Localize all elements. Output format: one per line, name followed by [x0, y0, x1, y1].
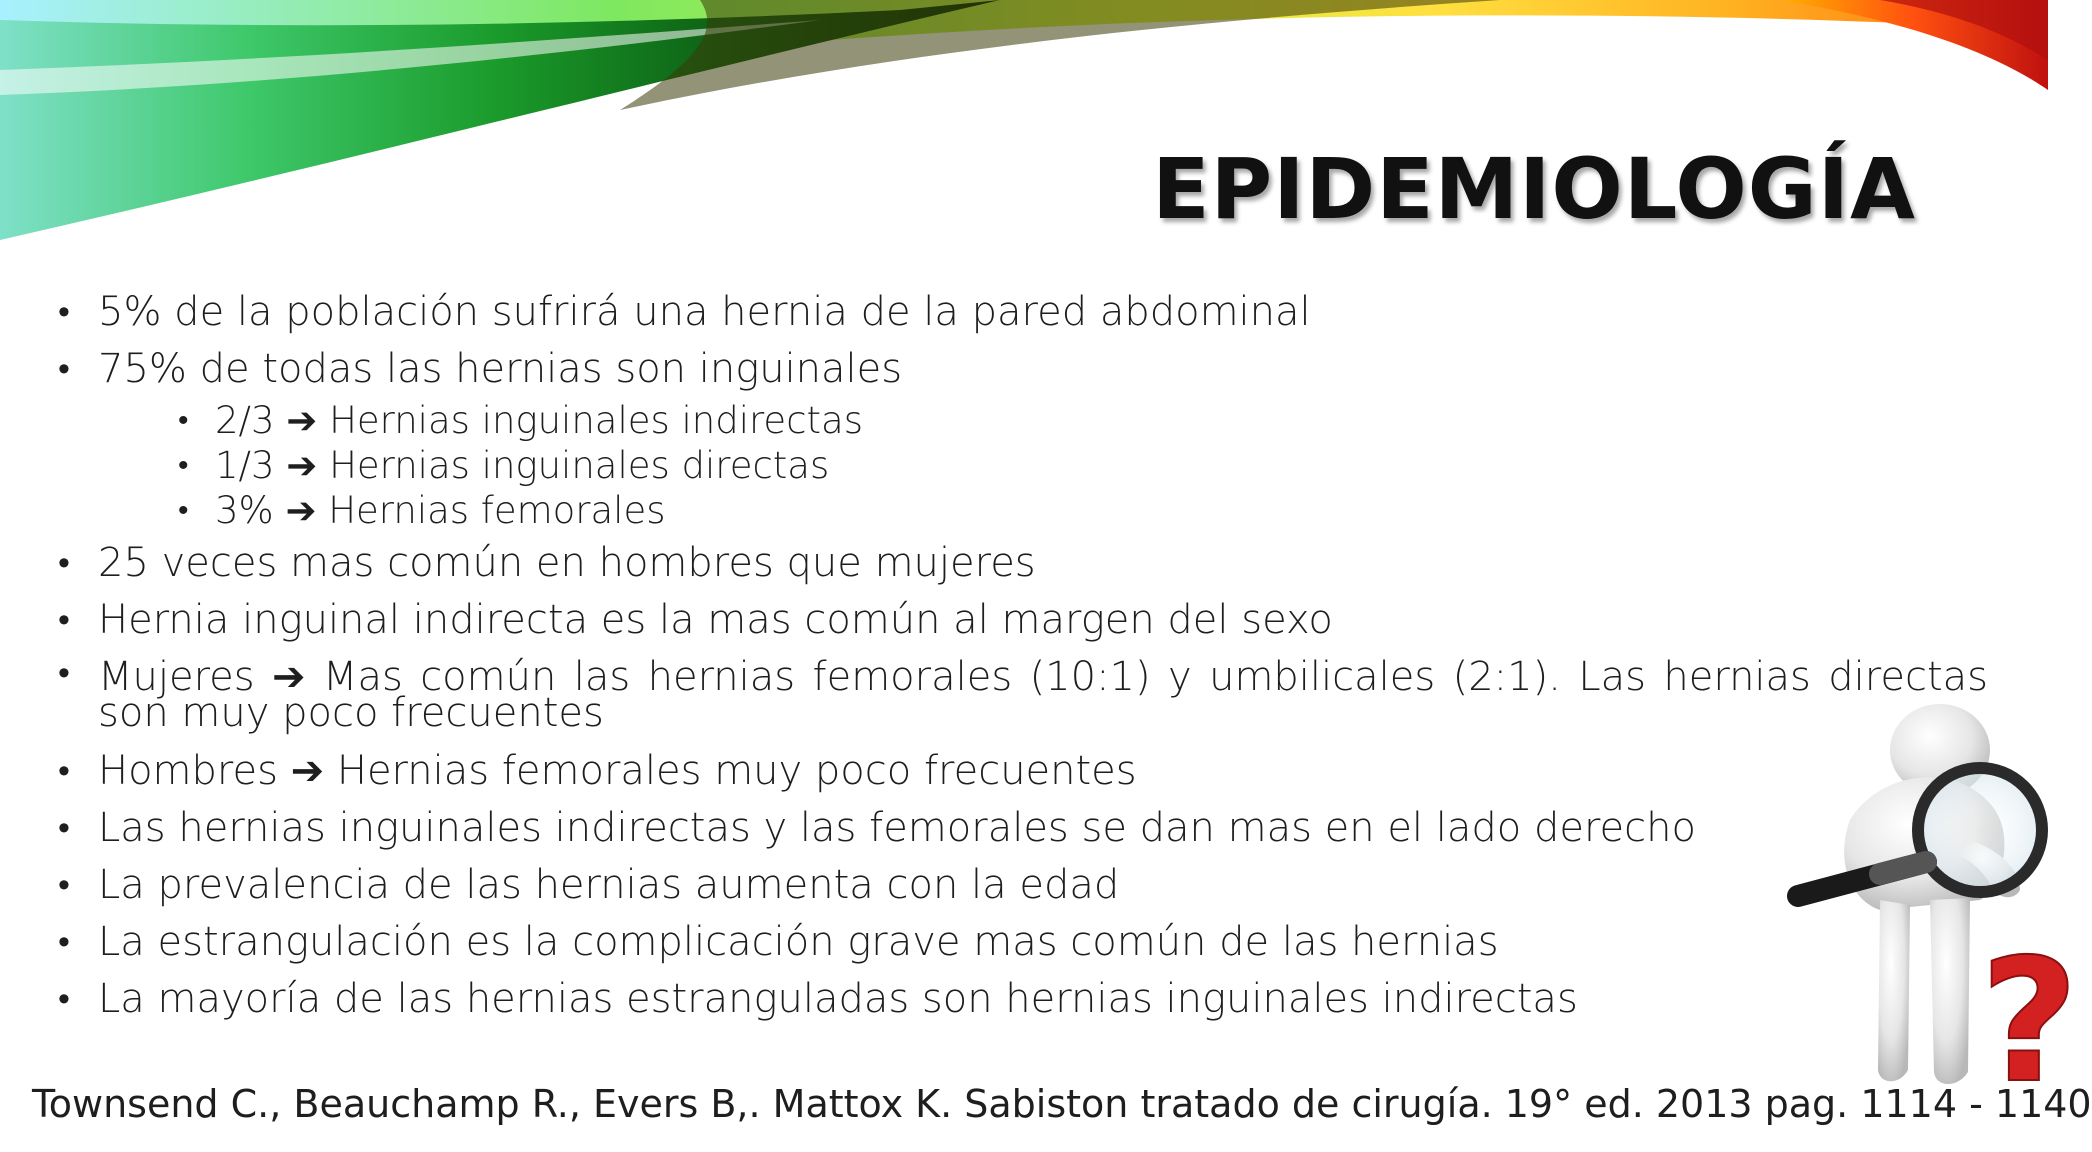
bullet-text: 75% de todas las hernias son inguinales [98, 346, 903, 392]
bullet-item: • La mayoría de las hernias estranguladas son hernias inguinales indirectas [58, 977, 1988, 1022]
figure-with-magnifying-glass-icon [1730, 700, 2079, 1121]
bullet-item: • La prevalencia de las hernias aumenta con la edad [58, 863, 1988, 908]
sub-bullet-item: • 2/3 ➔ Hernias inguinales indirectas [98, 398, 1988, 443]
bullet-item: • Hombres ➔ Hernias femorales muy poco frecuentes [58, 749, 1988, 794]
bullet-item: • 5% de la población sufrirá una hernia de la pared abdominal [58, 290, 1988, 335]
bullet-list [58, 290, 1988, 1034]
bullet-item: • Las hernias inguinales indirectas y las femorales se dan mas en el lado derecho [58, 806, 1988, 851]
slide-title: EPIDEMIOLOGÍA [1152, 140, 1916, 238]
bullet-item: • Mujeres ➔ Mas común las hernias femorales (10:1) y umbilicales (2:1). Las hernias directas son muy poco frecuentes [58, 655, 1988, 737]
sub-bullet-item: • 3% ➔ Hernias femorales [98, 488, 1988, 533]
bullet-item: • Hernia inguinal indirecta es la mas común al margen del sexo [58, 598, 1988, 643]
svg-text:?: ? [1980, 923, 2079, 1121]
bullet-item [58, 347, 1988, 533]
sub-bullet-list [98, 398, 1988, 533]
bullet-item: • 25 veces mas común en hombres que mujeres [58, 541, 1988, 586]
sub-bullet-item: • 1/3 ➔ Hernias inguinales directas [98, 443, 1988, 488]
bullet-item: • La estrangulación es la complicación grave mas común de las hernias [58, 920, 1988, 965]
citation-reference: Townsend C., Beauchamp R., Evers B,. Mattox K. Sabiston tratado de cirugía. 19° ed. 2013 pag. 1114 - 1140 [32, 1082, 2092, 1126]
